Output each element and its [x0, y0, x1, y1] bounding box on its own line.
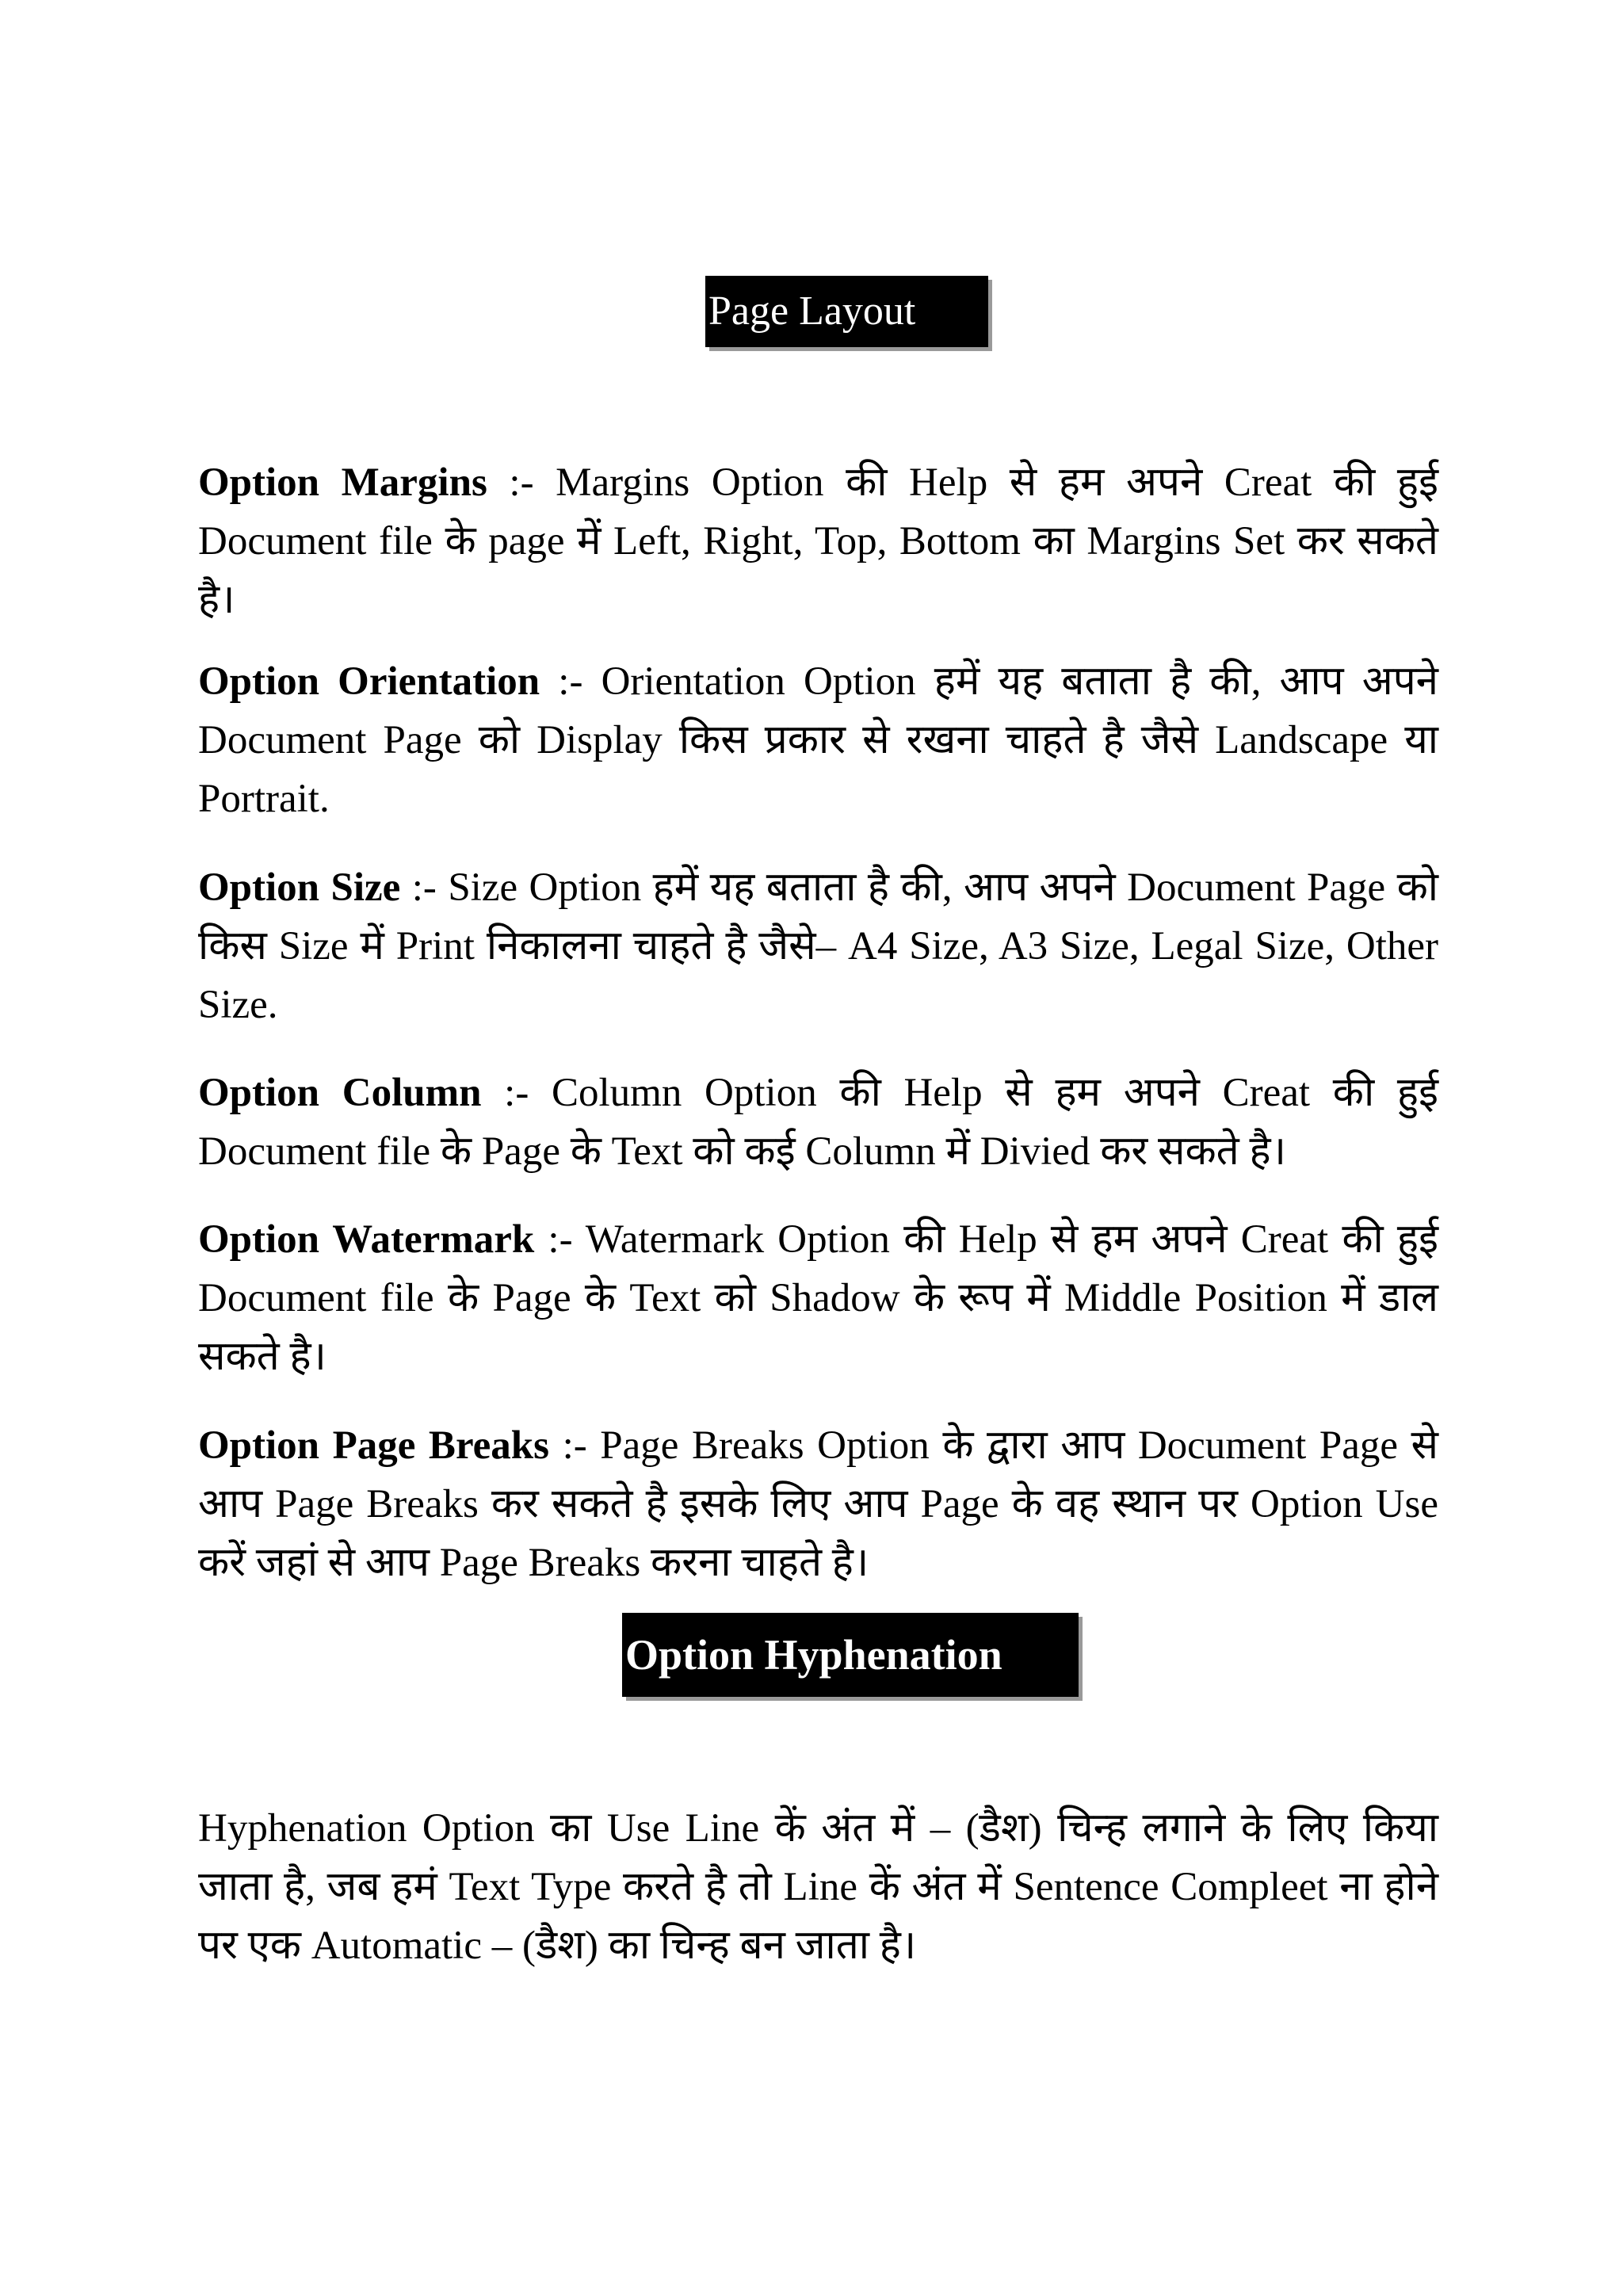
- section-watermark: [198, 1210, 1438, 1386]
- section-term: Option Page Breaks: [198, 1423, 550, 1468]
- section-term: Option Column: [198, 1071, 482, 1115]
- section-term: Option Size: [198, 865, 401, 910]
- section-text: :- Page Breaks Option के द्वारा आप Document Page से आप Page Breaks कर सकते है इसके लिए आप Page के वह स्थान पर Option Use करें जहां से आप Page Breaks करना चाहते है।: [198, 1423, 1438, 1585]
- section-text: :- Orientation Option हमें यह बताता है की, आप अपने Document Page को Display किस प्रकार से रखना चाहते है जैसे Landscape या Portrait.: [198, 659, 1438, 821]
- section-column: [198, 1064, 1438, 1181]
- section-term: Option Margins: [198, 460, 487, 505]
- section-text: :- Margins Option की Help से हम अपने Creat की हुई Document file के page में Left, Right, Top, Bottom का Margins Set कर सकते है।: [198, 460, 1439, 622]
- section-text: :- Size Option हमें यह बताता है की, आप अपने Document Page को किस Size में Print निकालना चाहते है जैसे– A4 Size, A3 Size, Legal Size, Other Size.: [198, 865, 1438, 1027]
- section-term: Option Watermark: [198, 1217, 535, 1262]
- option-hyphenation-heading: Option Hyphenation: [622, 1613, 1079, 1697]
- section-text: :- Column Option की Help से हम अपने Creat की हुई Document file के Page के Text को कई Column में Divied कर सकते है।: [198, 1071, 1438, 1174]
- section-term: Option Orientation: [198, 659, 540, 704]
- hyphenation-paragraph: Hyphenation Option का Use Line कें अंत में – (डैश) चिन्ह लगाने के लिए किया जाता है, जब हमं Text Type करते है तो Line कें अंत में Sentence Compleet ना होने पर एक Automatic – (डैश) का चिन्ह बन जाता है।: [198, 1806, 1438, 1968]
- section-text: :- Watermark Option की Help से हम अपने Creat की हुई Document file के Page के Text को Shadow के रूप में Middle Position में डाल सकते है।: [198, 1217, 1438, 1379]
- section-orientation: [198, 652, 1438, 828]
- section-size: [198, 858, 1438, 1034]
- section-page-breaks: [198, 1416, 1438, 1592]
- section-margins: [198, 453, 1438, 629]
- page-layout-heading: Page Layout: [705, 276, 988, 347]
